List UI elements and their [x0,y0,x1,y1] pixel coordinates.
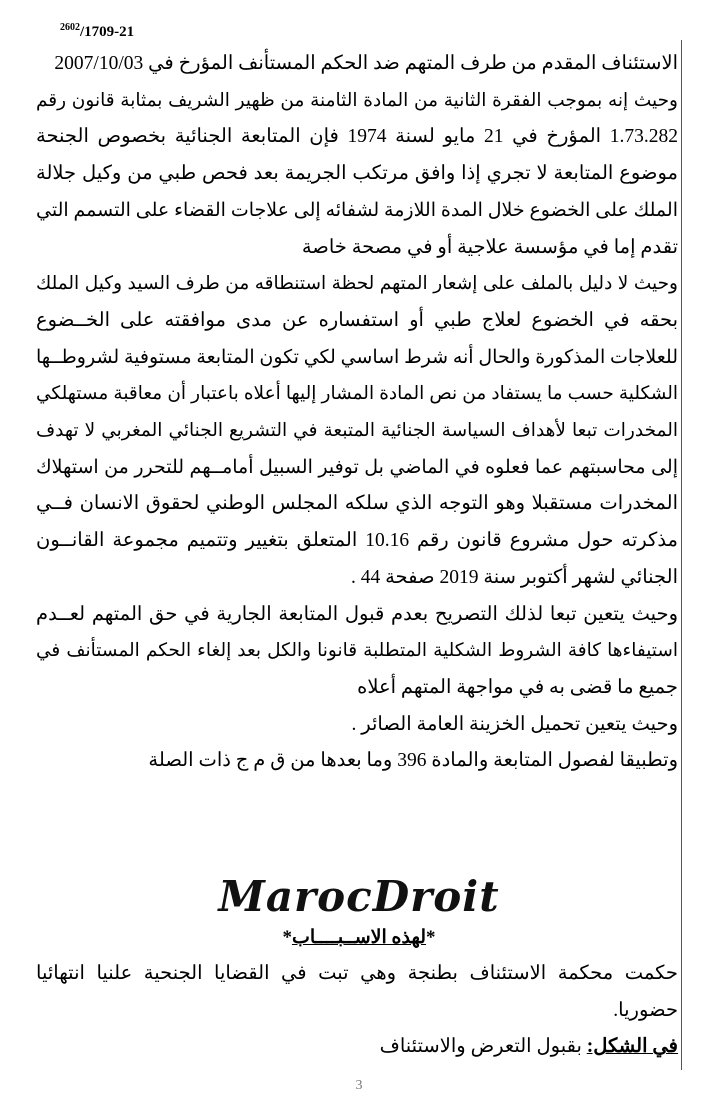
form-text: بقبول التعرض والاستئناف [379,1036,587,1058]
text-line: وحيث لا دليل بالملف على إشعار المتهم لحظة استنطاقه من طرف السيد وكيل الملك [36,274,678,295]
file-reference-number: /1709-21 [80,24,135,40]
text-line: جميع ما قضى به في مواجهة المتهم أعلاه [357,676,678,698]
text-line: وتطبيقا لفصول المتابعة والمادة 396 وما بعدها من ق م ج ذات الصلة [148,750,678,772]
text-line: استيفاءها كافة الشروط الشكلية المتطلبة قانونا والكل بعد إلغاء الحكم المستأنف في [36,641,678,662]
text-line: بحقه في الخضوع لعلاج طبي أو استفساره عن مدى موافقته على الخــضوع [36,309,678,331]
heading-star: * [426,927,436,948]
text-line: حكمت محكمة الاستئناف بطنجة وهي تبت في القضايا الجنحية علنيا انتهائيا [36,963,678,984]
text-line: وحيث إنه بموجب الفقرة الثانية من المادة الثامنة من ظهير الشريف بمثابة قانون رقم [36,90,678,111]
section-heading [0,926,718,949]
heading-text: لهذه الاســبــــاب [291,927,427,948]
text-line: الجنائي لشهر أكتوبر سنة 2019 صفحة 44 . [350,566,678,588]
text-line: موضوع المتابعة لا تجري إذا وافق مرتكب الجريمة بعد فحص طبي من وكيل جلالة [36,163,678,185]
text-line: المخدرات مستقبلا وهو التوجه الذي سلكه المجلس الوطني لحقوق الانسان فــي [36,493,678,515]
body-text [36,46,678,780]
text-line: للعلاجات المذكورة والحال أنه شرط اساسي لكي تكون المتابعة مستوفية لشروطــها [36,346,678,368]
text-line: تقدم إما في مؤسسة علاجية أو في مصحة خاصة [301,236,678,258]
verdict-text [36,956,678,1066]
text-line: الاستئناف المقدم من طرف المتهم ضد الحكم المستأنف المؤرخ في 2007/10/03 [54,53,678,74]
file-reference-sup: 2602 [60,22,80,33]
form-line [36,1029,678,1066]
watermark-logo: MarocDroit [218,872,500,921]
text-line: الملك على الخضوع خلال المدة اللازمة لشفائه إلى علاجات القضاء على التسمم التي [36,199,678,221]
text-line: مذكرته حول مشروع قانون رقم 10.16 المتعلق بتغيير وتتميم مجموعة القانــون [36,530,678,552]
text-line: 1.73.282 المؤرخ في 21 مايو لسنة 1974 فإن المتابعة الجنائية بخصوص الجنحة [36,126,678,148]
form-label: في الشكل: [586,1036,678,1058]
file-reference [60,22,134,41]
text-line: الشكلية حسب ما يستفاد من نص المادة المشار إليها أعلاه باعتبار أن معاقبة مستهلكي [36,384,678,405]
text-line: وحيث يتعين تبعا لذلك التصريح بعدم قبول المتابعة الجارية في حق المتهم لعــدم [36,603,678,625]
text-line: وحيث يتعين تحميل الخزينة العامة الصائر . [351,713,678,735]
text-line: حضوريا. [613,999,678,1021]
page-number: 3 [355,1078,363,1093]
text-line: إلى محاسبتهم عما فعلوه في الماضي بل توفير السبيل أمامــهم للتحرر من استهلاك [36,456,678,478]
text-line: المخدرات تبعا لأهداف السياسة الجنائية المتبعة في التشريع الجنائي المغربي لا تهدف [36,421,678,442]
heading-star: * [282,927,292,948]
